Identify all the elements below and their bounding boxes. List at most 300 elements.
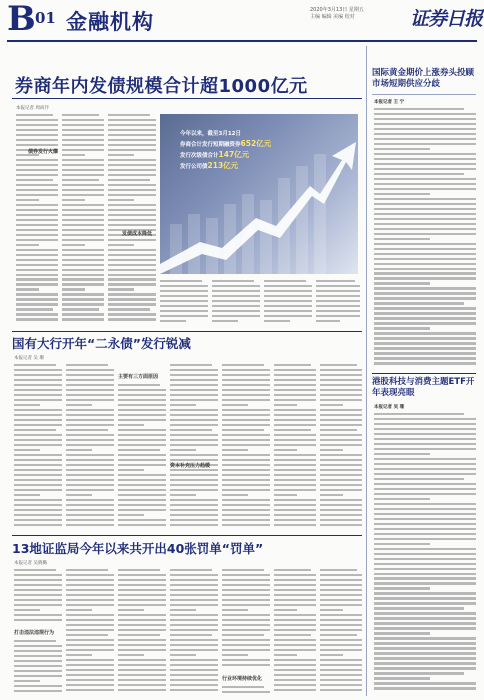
- text-line: [222, 524, 270, 526]
- text-line: [160, 285, 208, 287]
- text-line: [14, 524, 62, 526]
- text-line: [320, 619, 362, 621]
- text-line: [320, 424, 362, 426]
- text-line: [222, 434, 270, 436]
- text-line: [374, 642, 476, 644]
- text-line: [118, 579, 166, 581]
- text-line: [316, 310, 360, 312]
- text-line: [66, 469, 114, 471]
- text-line: [264, 315, 312, 317]
- text-line: [170, 659, 218, 661]
- text-line: [118, 569, 160, 571]
- text-line: [374, 622, 476, 624]
- text-line: [320, 569, 357, 571]
- text-line: [374, 292, 476, 294]
- text-line: [118, 454, 166, 456]
- text-line: [62, 209, 104, 211]
- text-line: [62, 278, 104, 280]
- text-line: [62, 298, 104, 300]
- lead-subhead-2: 发债成本降低: [122, 231, 153, 237]
- text-line: [170, 499, 218, 501]
- text-line: [222, 649, 270, 651]
- text-line: [170, 494, 196, 496]
- text-line: [374, 528, 476, 530]
- text-line: [14, 469, 62, 471]
- text-line: [320, 524, 362, 526]
- text-line: [170, 584, 218, 586]
- text-line: [62, 269, 104, 271]
- text-line: [62, 189, 104, 191]
- text-line: [108, 129, 156, 131]
- second-text-col6: [274, 364, 316, 532]
- text-line: [222, 609, 248, 611]
- text-line: [118, 659, 166, 661]
- text-line: [118, 644, 166, 646]
- text-line: [108, 159, 156, 161]
- text-line: [374, 433, 476, 435]
- text-line: [170, 509, 218, 511]
- text-line: [170, 364, 212, 366]
- text-line: [374, 158, 476, 160]
- text-line: [66, 674, 114, 676]
- text-line: [108, 114, 150, 116]
- text-line: [66, 664, 114, 666]
- masthead-meta: [310, 7, 405, 21]
- lead-photo: [160, 114, 358, 274]
- text-line: [274, 604, 316, 606]
- text-line: [374, 667, 476, 669]
- text-line: [374, 468, 476, 470]
- text-line: [374, 163, 476, 165]
- text-line: [16, 313, 58, 315]
- text-line: [374, 337, 476, 339]
- text-line: [118, 609, 144, 611]
- text-line: [222, 654, 248, 656]
- text-line: [374, 438, 476, 440]
- text-line: [16, 159, 58, 161]
- text-line: [222, 474, 270, 476]
- text-line: [66, 459, 114, 461]
- text-line: [222, 504, 270, 506]
- text-line: [274, 464, 316, 466]
- text-line: [320, 604, 362, 606]
- text-line: [374, 413, 464, 415]
- text-line: [108, 288, 134, 290]
- text-line: [66, 689, 114, 691]
- text-line: [320, 419, 362, 421]
- text-line: [14, 650, 62, 652]
- text-line: [222, 389, 270, 391]
- text-line: [222, 686, 264, 688]
- text-line: [62, 204, 104, 206]
- text-line: [274, 509, 316, 511]
- text-line: [212, 300, 260, 302]
- text-line: [108, 179, 150, 181]
- text-line: [374, 118, 476, 120]
- text-line: [14, 384, 62, 386]
- text-line: [374, 687, 476, 689]
- text-line: [14, 479, 62, 481]
- text-line: [170, 569, 212, 571]
- text-line: [320, 379, 362, 381]
- text-line: [16, 209, 58, 211]
- text-line: [170, 409, 218, 411]
- text-line: [118, 639, 166, 641]
- text-line: [108, 224, 156, 226]
- text-line: [374, 453, 430, 455]
- lead-text-col1: [16, 114, 58, 326]
- text-line: [374, 108, 464, 110]
- text-line: [14, 569, 56, 571]
- text-line: [170, 644, 218, 646]
- text-line: [320, 669, 362, 671]
- text-line: [118, 399, 166, 401]
- text-line: [374, 543, 430, 545]
- text-line: [62, 179, 99, 181]
- text-line: [374, 218, 476, 220]
- text-line: [222, 599, 270, 601]
- photo-caption-line2: 券商合计发行短期融资券652亿元: [180, 139, 272, 148]
- text-line: [14, 459, 62, 461]
- text-line: [118, 459, 166, 461]
- second-text-col3: [118, 384, 166, 532]
- text-line: [14, 670, 62, 672]
- text-line: [14, 680, 40, 682]
- text-line: [66, 439, 114, 441]
- text-line: [14, 434, 62, 436]
- text-line: [374, 563, 476, 565]
- text-line: [274, 649, 316, 651]
- text-line: [66, 619, 114, 621]
- text-line: [274, 459, 316, 461]
- text-line: [14, 414, 62, 416]
- text-line: [16, 129, 58, 131]
- text-line: [264, 310, 312, 312]
- text-line: [170, 649, 218, 651]
- text-line: [118, 394, 166, 396]
- third-text-col7: [320, 569, 362, 696]
- lead-text-col3: [108, 114, 156, 326]
- text-line: [374, 243, 476, 245]
- text-line: [274, 374, 316, 376]
- text-line: [374, 518, 476, 520]
- text-line: [14, 655, 62, 657]
- text-line: [320, 609, 343, 611]
- text-line: [66, 644, 114, 646]
- text-line: [16, 239, 58, 241]
- text-line: [170, 609, 196, 611]
- text-line: [374, 632, 430, 634]
- text-line: [274, 504, 316, 506]
- text-line: [374, 223, 476, 225]
- text-line: [320, 404, 343, 406]
- second-top-rule: [12, 331, 362, 332]
- text-line: [374, 538, 476, 540]
- text-line: [170, 524, 218, 526]
- text-line: [118, 424, 144, 426]
- text-line: [264, 305, 312, 307]
- text-line: [170, 389, 218, 391]
- text-line: [320, 509, 362, 511]
- text-line: [374, 327, 430, 329]
- text-line: [62, 129, 104, 131]
- text-line: [222, 574, 270, 576]
- photo-caption-line3: 发行次级债合计147亿元: [180, 150, 250, 159]
- text-line: [212, 285, 260, 287]
- text-line: [108, 164, 156, 166]
- text-line: [374, 287, 476, 289]
- text-line: [118, 679, 166, 681]
- text-line: [16, 249, 58, 251]
- text-line: [62, 154, 85, 156]
- text-line: [118, 599, 166, 601]
- text-line: [66, 514, 114, 516]
- text-line: [66, 414, 114, 416]
- text-line: [14, 619, 62, 621]
- right-h1-rule: [372, 94, 476, 95]
- text-line: [62, 234, 104, 236]
- text-line: [222, 424, 270, 426]
- text-line: [118, 654, 144, 656]
- text-line: [374, 503, 476, 505]
- text-line: [374, 123, 476, 125]
- text-line: [374, 573, 476, 575]
- text-line: [66, 574, 114, 576]
- text-line: [274, 679, 316, 681]
- text-line: [374, 213, 476, 215]
- text-line: [274, 644, 316, 646]
- text-line: [66, 684, 114, 686]
- text-line: [108, 254, 156, 256]
- text-line: [118, 649, 166, 651]
- text-line: [14, 589, 62, 591]
- text-line: [62, 164, 104, 166]
- text-line: [316, 305, 360, 307]
- text-line: [118, 509, 166, 511]
- text-line: [118, 634, 160, 636]
- text-line: [16, 179, 53, 181]
- text-line: [274, 574, 316, 576]
- text-line: [160, 315, 208, 317]
- text-line: [374, 627, 476, 629]
- text-line: [118, 684, 166, 686]
- text-line: [374, 637, 476, 639]
- text-line: [66, 569, 108, 571]
- text-line: [264, 295, 312, 297]
- subordinated-bond-amount: 147亿元: [218, 150, 250, 159]
- text-line: [222, 519, 270, 521]
- text-line: [316, 280, 355, 282]
- text-line: [160, 295, 208, 297]
- text-line: [170, 639, 218, 641]
- text-line: [16, 264, 58, 266]
- text-line: [118, 499, 166, 501]
- text-line: [222, 509, 270, 511]
- text-line: [374, 478, 464, 480]
- text-line: [170, 374, 218, 376]
- text-line: [264, 290, 312, 292]
- text-line: [14, 484, 62, 486]
- text-line: [222, 459, 270, 461]
- text-line: [222, 691, 270, 693]
- text-line: [62, 254, 104, 256]
- text-line: [374, 597, 476, 599]
- text-line: [374, 458, 476, 460]
- text-line: [62, 239, 104, 241]
- text-line: [16, 293, 58, 295]
- text-line: [320, 624, 362, 626]
- text-line: [274, 414, 316, 416]
- text-line: [108, 139, 156, 141]
- text-line: [222, 439, 270, 441]
- text-line: [66, 394, 114, 396]
- text-line: [320, 664, 362, 666]
- text-line: [14, 584, 62, 586]
- text-line: [14, 389, 62, 391]
- text-line: [14, 599, 62, 601]
- text-line: [170, 604, 218, 606]
- text-line: [320, 644, 362, 646]
- text-line: [320, 599, 362, 601]
- text-line: [118, 419, 166, 421]
- text-line: [222, 594, 270, 596]
- text-line: [66, 449, 92, 451]
- text-line: [320, 519, 362, 521]
- text-line: [66, 504, 114, 506]
- text-line: [374, 253, 476, 255]
- text-line: [14, 604, 62, 606]
- text-line: [170, 429, 212, 431]
- text-line: [374, 307, 476, 309]
- text-line: [66, 464, 114, 466]
- text-line: [374, 248, 476, 250]
- text-line: [170, 514, 218, 516]
- text-line: [316, 320, 340, 322]
- second-text-col1: [14, 364, 62, 532]
- text-line: [14, 645, 62, 647]
- second-text-col4: [170, 364, 218, 532]
- text-line: [118, 614, 166, 616]
- text-line: [374, 317, 476, 319]
- text-line: [108, 219, 156, 221]
- text-line: [222, 384, 270, 386]
- text-line: [320, 464, 362, 466]
- text-line: [222, 399, 270, 401]
- text-line: [108, 249, 156, 251]
- text-line: [108, 244, 134, 246]
- lead-headline: 券商年内发债规模合计超1000亿元: [15, 76, 308, 97]
- text-line: [274, 594, 316, 596]
- text-line: [320, 659, 362, 661]
- text-line: [118, 484, 166, 486]
- text-line: [374, 268, 476, 270]
- text-line: [108, 144, 156, 146]
- third-text-col4: [170, 569, 218, 696]
- text-line: [62, 264, 104, 266]
- text-line: [274, 519, 316, 521]
- text-line: [62, 114, 99, 116]
- text-line: [118, 384, 160, 386]
- text-line: [170, 674, 218, 676]
- text-line: [316, 285, 360, 287]
- text-line: [14, 499, 62, 501]
- text-line: [108, 308, 150, 310]
- text-line: [374, 297, 476, 299]
- text-line: [16, 278, 58, 280]
- text-line: [374, 587, 430, 589]
- text-line: [222, 644, 270, 646]
- text-line: [16, 194, 58, 196]
- text-line: [170, 504, 218, 506]
- text-line: [118, 434, 166, 436]
- text-line: [274, 454, 316, 456]
- third-text-col6: [274, 569, 316, 696]
- text-line: [16, 229, 58, 231]
- photo-caption: [180, 129, 271, 172]
- right-headline-1: 国际黄金期价上涨券头投顾市场短期供应分歧: [372, 68, 475, 89]
- text-line: [274, 444, 316, 446]
- text-line: [14, 579, 62, 581]
- text-line: [264, 300, 312, 302]
- text-line: [320, 584, 362, 586]
- text-line: [374, 322, 476, 324]
- text-line: [14, 444, 62, 446]
- text-line: [222, 369, 270, 371]
- text-line: [374, 272, 476, 274]
- text-line: [320, 394, 362, 396]
- text-line: [320, 639, 362, 641]
- text-line: [374, 153, 476, 155]
- text-line: [374, 357, 476, 359]
- text-line: [118, 589, 166, 591]
- text-line: [222, 639, 270, 641]
- text-line: [320, 444, 362, 446]
- text-line: [374, 362, 476, 364]
- text-line: [320, 494, 343, 496]
- text-line: [274, 384, 316, 386]
- text-line: [222, 364, 264, 366]
- text-line: [108, 199, 134, 201]
- text-line: [374, 198, 476, 200]
- text-line: [118, 474, 166, 476]
- text-line: [274, 389, 316, 391]
- text-line: [118, 469, 144, 471]
- text-line: [62, 119, 104, 121]
- text-line: [66, 369, 114, 371]
- text-line: [16, 114, 53, 116]
- text-line: [170, 669, 218, 671]
- text-line: [62, 293, 104, 295]
- third-text-col1a: [14, 569, 62, 624]
- text-line: [170, 439, 218, 441]
- text-line: [62, 159, 104, 161]
- text-line: [320, 474, 362, 476]
- text-line: [108, 169, 156, 171]
- right-byline-2: 本报记者 吴 珊: [374, 405, 405, 410]
- text-line: [66, 399, 114, 401]
- text-line: [320, 689, 362, 691]
- text-line: [316, 295, 360, 297]
- text-line: [62, 259, 104, 261]
- text-line: [118, 574, 166, 576]
- text-line: [16, 124, 58, 126]
- masthead: [0, 0, 484, 40]
- text-line: [374, 138, 476, 140]
- text-line: [14, 574, 62, 576]
- text-line: [320, 489, 362, 491]
- text-line: [170, 634, 212, 636]
- text-line: [374, 188, 476, 190]
